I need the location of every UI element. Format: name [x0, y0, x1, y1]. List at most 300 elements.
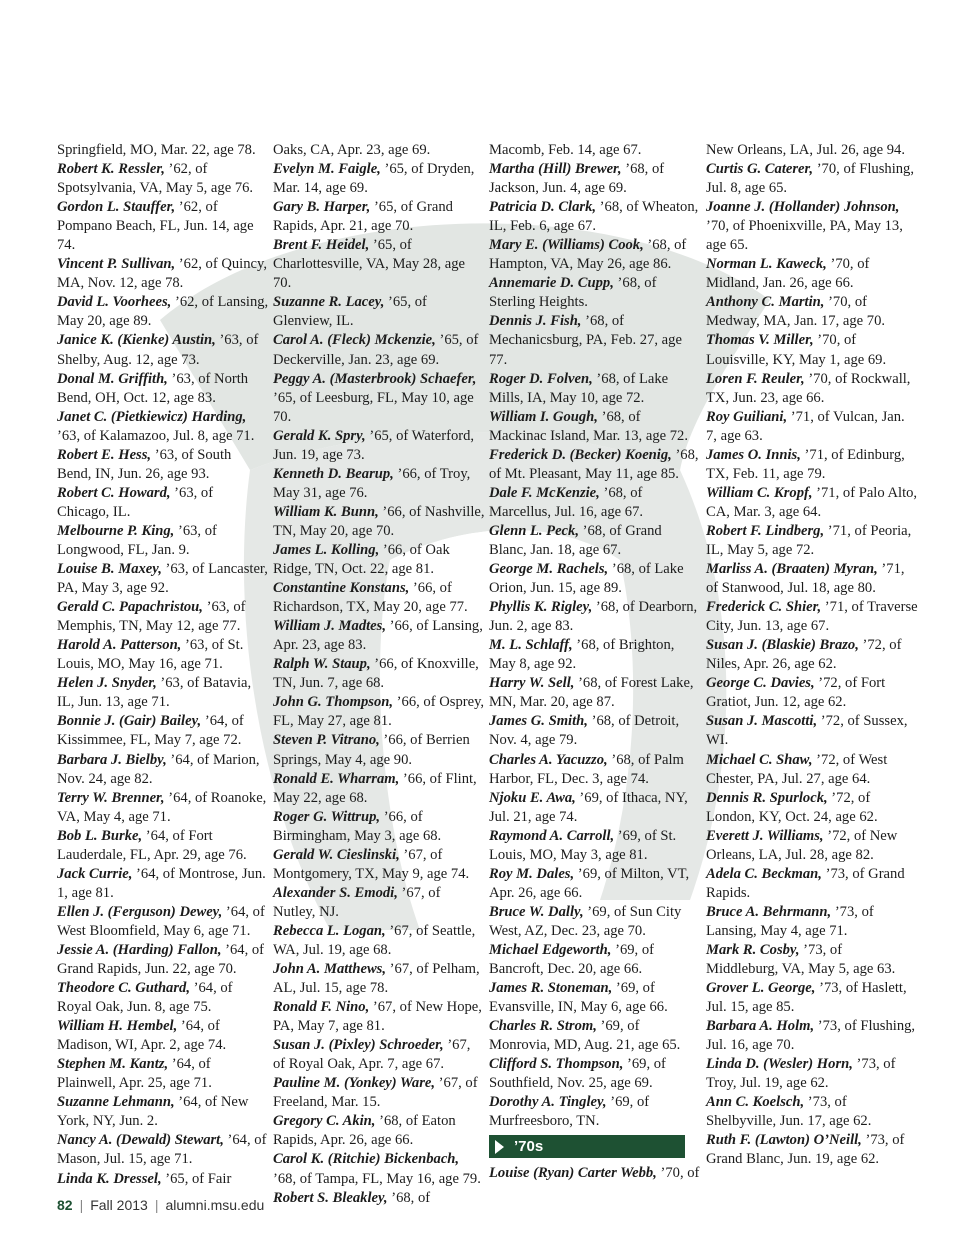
alumnus-name: William K. Bunn, — [273, 503, 379, 520]
obituary-entry — [273, 846, 485, 884]
alumnus-name: Nancy A. (Dewald) Stewart, — [57, 1132, 224, 1149]
obituary-details: ’63, of North Bend, OH, Oct. 12, age 83. — [57, 370, 249, 406]
alumnus-name: Gerald W. Cieslinski, — [273, 846, 400, 863]
obituary-entry — [706, 751, 918, 789]
alumnus-name: Norman L. Kaweck, — [706, 256, 827, 273]
obituary-details: ’65, of Waterford, Jun. 19, age 73. — [273, 427, 475, 463]
obituary-entry — [273, 370, 485, 427]
alumnus-name: Gerald K. Spry, — [273, 427, 366, 444]
obituary-entry — [57, 712, 269, 750]
obituary-entry — [273, 655, 485, 693]
alumnus-name: William C. Kropf, — [706, 484, 813, 501]
alumnus-name: Dennis R. Spurlock, — [706, 789, 828, 806]
alumnus-name: M. L. Schlaff, — [489, 637, 573, 654]
obituary-entry — [489, 1164, 701, 1183]
obituary-details: ’70, of Louisville, KY, May 1, age 69. — [706, 332, 887, 368]
alumnus-name: Bruce W. Dally, — [489, 903, 584, 920]
alumnus-name: Kenneth D. Bearup, — [273, 465, 394, 482]
obituary-details: ’63, of St. Louis, MO, May 16, age 71. — [57, 637, 244, 673]
obituary-details: ’72, of Fort Gratiot, Jun. 12, age 62. — [706, 675, 886, 711]
alumnus-name: Patricia D. Clark, — [489, 199, 597, 216]
obituary-entry — [273, 617, 485, 655]
alumnus-name: Ruth F. (Lawton) O’Neill, — [706, 1132, 862, 1149]
obituary-details: ’69, of Sun City West, AZ, Dec. 23, age 70. — [489, 903, 682, 939]
alumnus-name: Roy M. Dales, — [489, 865, 575, 882]
obituary-details: ’64, of Mason, Jul. 15, age 71. — [57, 1132, 267, 1168]
obituary-entry — [489, 903, 701, 941]
obituary-details: ’73, of Haslett, Jul. 15, age 85. — [706, 980, 907, 1016]
obituary-details: ’66, of Knoxville, TN, Jun. 7, age 68. — [273, 656, 479, 692]
obituary-entry — [57, 979, 269, 1017]
alumnus-name: Stephen M. Kantz, — [57, 1056, 169, 1073]
obituary-entry — [706, 674, 918, 712]
obituary-details: ’72, of Sussex, WI. — [706, 713, 908, 749]
obituary-entry — [489, 370, 701, 408]
arrow-right-icon — [495, 1140, 504, 1154]
obituary-details: ’66, of Flint, May 22, age 68. — [273, 770, 477, 806]
obituary-entry — [57, 1131, 269, 1169]
obituary-details: ’69, of St. Louis, MO, May 3, age 81. — [489, 827, 677, 863]
obituary-entry — [273, 960, 485, 998]
obituary-entry — [273, 198, 485, 236]
alumnus-name: Robert K. Ressler, — [57, 161, 165, 178]
obituary-entry — [489, 941, 701, 979]
alumnus-name: Melbourne P. King, — [57, 522, 175, 539]
alumnus-name: Pauline M. (Yonkey) Ware, — [273, 1075, 436, 1092]
obituary-entry — [706, 331, 918, 369]
alumnus-name: Mary E. (Williams) Cook, — [489, 237, 644, 254]
alumnus-name: Ronald E. Wharram, — [273, 770, 400, 787]
obituary-entry — [273, 503, 485, 541]
alumnus-name: Louise (Ryan) Carter Webb, — [489, 1165, 657, 1182]
page-number: 82 — [57, 1197, 73, 1213]
obituary-entry — [273, 922, 485, 960]
alumnus-name: Brent F. Heidel, — [273, 237, 370, 254]
alumnus-name: Suzanne Lehmann, — [57, 1094, 175, 1111]
obituary-details: New Orleans, LA, Jul. 26, age 94. — [706, 142, 905, 158]
obituary-details: ’68, of Lake Mills, IA, May 10, age 72. — [489, 370, 669, 406]
obituary-details: ’64, of Madison, WI, Apr. 2, age 74. — [57, 1018, 227, 1054]
obituary-details: ’72, of London, KY, Oct. 24, age 62. — [706, 789, 878, 825]
obituary-entry — [489, 236, 701, 274]
obituary-entry — [489, 1093, 701, 1131]
obituary-details: ’65, of Fair — [161, 1170, 232, 1187]
alumnus-name: Gerald C. Papachristou, — [57, 599, 203, 616]
alumnus-name: Bob L. Burke, — [57, 827, 143, 844]
obituary-entry — [489, 1055, 701, 1093]
alumnus-name: Terry W. Brenner, — [57, 789, 165, 806]
obituary-entry — [706, 293, 918, 331]
alumnus-name: Susan J. Mascotti, — [706, 713, 818, 730]
obituary-entry — [706, 865, 918, 903]
obituary-entry — [706, 827, 918, 865]
obituary-details: ’73, of Flushing, Jul. 16, age 70. — [706, 1018, 916, 1054]
obituary-column-2 — [273, 141, 485, 1208]
alumnus-name: Gregory C. Akin, — [273, 1113, 376, 1130]
alumnus-name: Linda K. Dressel, — [57, 1170, 162, 1187]
issue-label: Fall 2013 — [90, 1197, 148, 1213]
obituary-entry — [489, 484, 701, 522]
alumnus-name: Helen J. Snyder, — [57, 675, 157, 692]
obituary-entry — [57, 408, 269, 446]
obituary-entry — [706, 1131, 918, 1169]
obituary-entry — [57, 1093, 269, 1131]
alumnus-name: Charles A. Yacuzzo, — [489, 751, 608, 768]
alumnus-name: James R. Stoneman, — [489, 980, 613, 997]
alumnus-name: Jessie A. (Harding) Fallon, — [57, 941, 222, 958]
obituary-details: ’73, of Shelbyville, Jun. 17, age 62. — [706, 1094, 872, 1130]
obituary-details: ’69, of Southfield, Nov. 25, age 69. — [489, 1056, 666, 1092]
obituary-details: ’72, of West Chester, PA, Jul. 27, age 64. — [706, 751, 888, 787]
alumnus-name: Janice K. (Kienke) Austin, — [57, 332, 216, 349]
obituary-entry — [273, 1036, 485, 1074]
obituary-entry — [57, 293, 269, 331]
alumnus-name: Barbara J. Bielby, — [57, 751, 167, 768]
alumnus-name: Michael C. Shaw, — [706, 751, 813, 768]
obituary-entry — [706, 141, 918, 160]
obituary-entry — [273, 541, 485, 579]
obituary-entry — [706, 408, 918, 446]
obituary-entry — [489, 751, 701, 789]
obituary-details: ’71, of Vulcan, Jan. 7, age 63. — [706, 408, 905, 444]
alumnus-name: Adela C. Beckman, — [706, 865, 822, 882]
obituary-details: ’68, of — [387, 1189, 431, 1206]
obituary-details: ’66, of Richardson, TX, May 20, age 77. — [273, 580, 468, 616]
obituary-entry — [706, 160, 918, 198]
alumnus-name: Dennis J. Fish, — [489, 313, 582, 330]
obituary-details: ’64, of Plainwell, Apr. 25, age 71. — [57, 1056, 212, 1092]
obituary-details: ’70, of Midland, Jan. 26, age 66. — [706, 256, 870, 292]
alumnus-name: Roger G. Wittrup, — [273, 808, 381, 825]
alumnus-name: Njoku E. Awa, — [489, 789, 576, 806]
obituary-details: ’67, of Montgomery, TX, May 9, age 74. — [273, 846, 470, 882]
alumnus-name: John G. Thompson, — [273, 694, 394, 711]
obituary-details: ’68, of Tampa, FL, May 16, age 79. — [273, 1170, 481, 1187]
obituary-details: ’69, of Murfreesboro, TN. — [489, 1094, 650, 1130]
decade-header-70s — [489, 1135, 685, 1158]
alumnus-name: Susan J. (Blaskie) Brazo, — [706, 637, 859, 654]
obituary-column-4 — [706, 141, 918, 1170]
obituary-entry — [273, 331, 485, 369]
obituary-details: ’65, of Dryden, Mar. 14, age 69. — [273, 161, 475, 197]
obituary-entry — [706, 636, 918, 674]
obituary-entry — [706, 903, 918, 941]
alumnus-name: Harry W. Sell, — [489, 675, 575, 692]
alumnus-name: Gary B. Harper, — [273, 199, 371, 216]
obituary-details: ’68, of Lake Orion, Jun. 15, age 89. — [489, 561, 684, 597]
alumnus-name: Evelyn M. Faigle, — [273, 161, 381, 178]
obituary-entry — [57, 198, 269, 255]
website-link[interactable]: alumni.msu.edu — [165, 1197, 265, 1213]
alumnus-name: George M. Rachels, — [489, 561, 609, 578]
obituary-details: ’68, of Mechanicsburg, PA, Feb. 27, age 77. — [489, 313, 682, 368]
obituary-details: ’66, of Berrien Springs, May 4, age 90. — [273, 732, 470, 768]
alumnus-name: Janet C. (Pietkiewicz) Harding, — [57, 408, 247, 425]
obituary-details: ’64, of New York, NY, Jun. 2. — [57, 1094, 249, 1130]
alumnus-name: Ann C. Koelsch, — [706, 1094, 805, 1111]
obituary-entry — [273, 236, 485, 293]
alumnus-name: Robert C. Howard, — [57, 484, 171, 501]
obituary-details: ’64, of West Bloomfield, May 6, age 71. — [57, 903, 265, 939]
obituary-entry — [57, 674, 269, 712]
obituary-entry — [57, 484, 269, 522]
alumnus-name: James L. Kolling, — [273, 541, 380, 558]
obituary-details: ’70, of Flushing, Jul. 8, age 65. — [706, 161, 914, 197]
alumnus-name: Theodore C. Guthard, — [57, 980, 190, 997]
obituary-details: ’68, of Hampton, VA, May 26, age 86. — [489, 237, 687, 273]
alumnus-name: Loren F. Reuler, — [706, 370, 805, 387]
obituary-entry — [489, 408, 701, 446]
obituary-entry — [273, 160, 485, 198]
obituary-entry — [706, 598, 918, 636]
alumnus-name: Robert E. Hess, — [57, 446, 152, 463]
obituary-details: ’63, of Longwood, FL, Jan. 9. — [57, 522, 217, 558]
obituary-details: ’71, of Peoria, IL, May 5, age 72. — [706, 522, 912, 558]
obituary-details: ’63, of Shelby, Aug. 12, age 73. — [57, 332, 259, 368]
alumnus-name: Harold A. Patterson, — [57, 637, 182, 654]
obituary-entry — [489, 636, 701, 674]
obituary-details: ’63, of Kalamazoo, Jul. 8, age 71. — [57, 427, 255, 444]
obituary-entry — [273, 579, 485, 617]
obituary-entry — [273, 1150, 485, 1188]
obituary-details: ’64, of Royal Oak, Jun. 8, age 75. — [57, 980, 233, 1016]
obituary-entry — [57, 560, 269, 598]
alumnus-name: William J. Madtes, — [273, 618, 386, 635]
obituary-entry — [273, 141, 485, 160]
obituary-details: ’68, of Grand Blanc, Jan. 18, age 67. — [489, 522, 662, 558]
obituary-entry — [57, 141, 269, 160]
alumnus-name: Jack Currie, — [57, 865, 133, 882]
obituary-entry — [489, 979, 701, 1017]
obituary-entry — [489, 865, 701, 903]
alumnus-name: Bonnie J. (Gair) Bailey, — [57, 713, 202, 730]
obituary-details: ’73, of Troy, Jul. 19, age 62. — [706, 1056, 896, 1092]
obituary-details: ’64, of Montrose, Jun. 1, age 81. — [57, 865, 266, 901]
alumnus-name: Barbara A. Holm, — [706, 1018, 815, 1035]
obituary-details: ’71, of Palo Alto, CA, Mar. 3, age 64. — [706, 484, 918, 520]
alumnus-name: Everett J. Williams, — [706, 827, 824, 844]
obituary-entry — [706, 560, 918, 598]
obituary-entry — [273, 808, 485, 846]
alumnus-name: Susan J. (Pixley) Schroeder, — [273, 1037, 444, 1054]
obituary-entry — [489, 160, 701, 198]
obituary-details: Oaks, CA, Apr. 23, age 69. — [273, 142, 431, 158]
obituary-entry — [57, 865, 269, 903]
obituary-details: ’69, of Bancroft, Dec. 20, age 66. — [489, 941, 654, 978]
alumnus-name: Glenn L. Peck, — [489, 522, 579, 539]
obituary-details: Macomb, Feb. 14, age 67. — [489, 142, 642, 158]
alumnus-name: Martha (Hill) Brewer, — [489, 161, 622, 178]
obituary-details: ’68, of Dearborn, Jun. 2, age 83. — [489, 599, 698, 635]
obituary-details: ’67, of Seattle, WA, Jul. 19, age 68. — [273, 922, 476, 958]
obituary-details: ’63, of Memphis, TN, May 12, age 77. — [57, 599, 246, 635]
obituary-column-3 — [489, 141, 701, 1183]
obituary-details: ’62, of Lansing, May 20, age 89. — [57, 294, 269, 330]
obituary-entry — [57, 789, 269, 827]
obituary-entry — [273, 731, 485, 769]
obituary-details: ’66, of Osprey, FL, May 27, age 81. — [273, 694, 485, 730]
alumnus-name: Mark R. Cosby, — [706, 941, 800, 958]
obituary-details: ’65, of Charlottesville, VA, May 28, age 70. — [273, 237, 465, 292]
obituary-entry — [706, 979, 918, 1017]
alumnus-name: Charles R. Strom, — [489, 1018, 597, 1035]
alumnus-name: Linda D. (Wesler) Horn, — [706, 1056, 853, 1073]
obituary-entry — [273, 1074, 485, 1112]
obituary-entry — [489, 446, 701, 484]
obituary-entry — [57, 331, 269, 369]
obituary-details: ’69, of Milton, VT, Apr. 26, age 66. — [489, 865, 690, 901]
alumnus-name: Thomas V. Miller, — [706, 332, 814, 349]
obituary-entry — [489, 712, 701, 750]
alumnus-name: Constantine Konstans, — [273, 580, 410, 597]
footer-separator: | — [154, 1197, 159, 1213]
obituary-details: ’66, of Troy, May 31, age 76. — [273, 465, 471, 501]
alumnus-name: Carol A. (Fleck) Mckenzie, — [273, 332, 436, 349]
obituary-details: ’68, of Palm Harbor, FL, Dec. 3, age 74. — [489, 751, 684, 787]
obituary-details: ’62, of Quincy, MA, Nov. 12, age 78. — [57, 256, 268, 292]
obituary-entry — [57, 255, 269, 293]
alumnus-name: Ralph W. Staup, — [273, 656, 371, 673]
obituary-entry — [706, 522, 918, 560]
obituary-entry — [489, 274, 701, 312]
obituary-details: ’68, of Sterling Heights. — [489, 275, 657, 311]
obituary-details: ’67, of New Hope, PA, May 7, age 81. — [273, 999, 482, 1035]
obituary-entry — [57, 1017, 269, 1055]
obituary-entry — [489, 522, 701, 560]
alumnus-name: James O. Innis, — [706, 446, 801, 463]
obituary-details: ’71, of Edinburg, TX, Feb. 11, age 79. — [706, 446, 905, 482]
obituary-details: ’66, of Birmingham, May 3, age 68. — [273, 808, 442, 844]
alumnus-name: Steven P. Vitrano, — [273, 732, 380, 749]
alumnus-name: Clifford S. Thompson, — [489, 1056, 624, 1073]
obituary-entry — [57, 903, 269, 941]
obituary-details: ’64, of Fort Lauderdale, FL, Apr. 29, age 76. — [57, 827, 247, 863]
obituary-details: ’70, of Medway, MA, Jan. 17, age 70. — [706, 294, 886, 330]
obituary-details: ’63, of Lancaster, PA, May 3, age 92. — [57, 561, 268, 597]
obituary-details: ’66, of Nashville, TN, May 20, age 70. — [273, 503, 485, 539]
obituary-details: ’67, of Freeland, Mar. 15. — [273, 1075, 478, 1111]
obituary-entry — [489, 312, 701, 369]
alumnus-name: James G. Smith, — [489, 713, 588, 730]
obituary-details: ’70, of Phoenixville, PA, May 13, age 65. — [706, 218, 903, 254]
obituary-column-1 — [57, 141, 269, 1189]
obituary-details: ’67, of Pelham, AL, Jul. 15, age 78. — [273, 961, 480, 997]
obituary-entry — [489, 598, 701, 636]
obituary-details: Springfield, MO, Mar. 22, age 78. — [57, 142, 256, 158]
obituary-entry — [706, 1017, 918, 1055]
alumnus-name: Bruce A. Behrmann, — [706, 903, 832, 920]
alumnus-name: Robert F. Lindberg, — [706, 522, 825, 539]
obituary-details: ’63, of South Bend, IN, Jun. 26, age 93. — [57, 446, 232, 482]
alumnus-name: Roger D. Folven, — [489, 370, 593, 387]
obituary-entry — [273, 427, 485, 465]
alumnus-name: Raymond A. Carroll, — [489, 827, 615, 844]
obituary-details: ’65, of Deckerville, Jan. 23, age 69. — [273, 332, 479, 368]
alumnus-name: Grover L. George, — [706, 980, 816, 997]
obituary-entry — [706, 941, 918, 979]
alumnus-name: Louise B. Maxey, — [57, 561, 162, 578]
obituary-entry — [57, 636, 269, 674]
alumnus-name: Frederick D. (Becker) Koenig, — [489, 446, 672, 463]
obituary-entry — [273, 293, 485, 331]
obituary-details: ’64, of Marion, Nov. 24, age 82. — [57, 751, 260, 787]
obituary-details: ’68, of Eaton Rapids, Apr. 26, age 66. — [273, 1113, 456, 1149]
obituary-details: ’66, of Lansing, Apr. 23, age 83. — [273, 618, 483, 654]
alumnus-name: Curtis G. Caterer, — [706, 161, 814, 178]
obituary-entry — [489, 560, 701, 598]
obituary-entry — [706, 1055, 918, 1093]
obituary-details: ’64, of Grand Rapids, Jun. 22, age 70. — [57, 941, 265, 978]
alumnus-name: Vincent P. Sullivan, — [57, 256, 176, 273]
obituary-entry — [706, 712, 918, 750]
obituary-details: ’64, of Kissimmee, FL, May 7, age 72. — [57, 713, 244, 749]
obituary-details: ’71, of Traverse City, Jun. 13, age 67. — [706, 599, 918, 635]
alumnus-name: George C. Davies, — [706, 675, 815, 692]
obituary-entry — [57, 827, 269, 865]
obituary-details: ’67, of Royal Oak, Apr. 7, age 67. — [273, 1037, 471, 1073]
alumnus-name: Ellen J. (Ferguson) Dewey, — [57, 903, 223, 920]
obituary-entry — [273, 770, 485, 808]
obituary-details: ’72, of Niles, Apr. 26, age 62. — [706, 637, 902, 673]
obituary-details: ’66, of Oak Ridge, TN, Oct. 22, age 81. — [273, 541, 450, 578]
obituary-entry — [57, 751, 269, 789]
alumnus-name: Michael Edgeworth, — [489, 941, 612, 958]
obituary-entry — [706, 255, 918, 293]
obituary-details: ’63, of Chicago, IL. — [57, 484, 214, 520]
page-footer — [57, 1197, 264, 1213]
obituary-entry — [489, 198, 701, 236]
obituary-details: ’71, of Stanwood, Jul. 18, age 80. — [706, 561, 905, 597]
alumnus-name: Marliss A. (Braaten) Myran, — [706, 561, 878, 578]
obituary-entry — [273, 465, 485, 503]
alumnus-name: Joanne J. (Hollander) Johnson, — [706, 199, 900, 216]
alumnus-name: Annemarie D. Cupp, — [489, 275, 614, 292]
decade-label: ’70s — [514, 1138, 544, 1156]
alumnus-name: Frederick C. Shier, — [706, 599, 822, 616]
alumnus-name: Gordon L. Stauffer, — [57, 199, 176, 216]
obituary-details: ’68, of Detroit, Nov. 4, age 79. — [489, 713, 680, 749]
obituary-entry — [57, 160, 269, 198]
obituary-entry — [489, 1017, 701, 1055]
alumnus-name: Robert S. Bleakley, — [273, 1189, 388, 1206]
alumnus-name: Ronald F. Nino, — [273, 999, 370, 1016]
obituary-entry — [57, 941, 269, 979]
obituary-entry — [273, 1189, 485, 1208]
alumnus-name: Dale F. McKenzie, — [489, 484, 600, 501]
alumnus-name: David L. Voorhees, — [57, 294, 172, 311]
obituary-details: ’68, of Mackinac Island, Mar. 13, age 72. — [489, 408, 688, 444]
obituary-entry — [706, 198, 918, 255]
obituary-entry — [273, 884, 485, 922]
obituary-details: ’67, of Nutley, NJ. — [273, 884, 441, 920]
obituary-details: ’68, of Jackson, Jun. 4, age 69. — [489, 161, 665, 197]
obituary-details: ’63, of Batavia, IL, Jun. 13, age 71. — [57, 675, 252, 711]
obituary-entry — [489, 827, 701, 865]
obituary-details: ’68, of Mt. Pleasant, May 11, age 85. — [489, 446, 699, 482]
alumnus-name: John A. Matthews, — [273, 961, 387, 978]
obituary-entry — [273, 693, 485, 731]
alumnus-name: Alexander S. Emodi, — [273, 884, 398, 901]
obituary-details: ’62, of Pompano Beach, FL, Jun. 14, age 74. — [57, 199, 254, 254]
obituary-entry — [57, 446, 269, 484]
obituary-details: ’65, of Leesburg, FL, May 10, age 70. — [273, 389, 474, 425]
obituary-entry — [57, 1170, 269, 1189]
alumnus-name: Dorothy A. Tingley, — [489, 1094, 607, 1111]
obituary-details: ’68, of Forest Lake, MN, Mar. 20, age 87. — [489, 675, 694, 711]
obituary-entry — [706, 484, 918, 522]
obituary-details: ’65, of Grand Rapids, Apr. 21, age 70. — [273, 199, 453, 235]
obituary-entry — [273, 998, 485, 1036]
